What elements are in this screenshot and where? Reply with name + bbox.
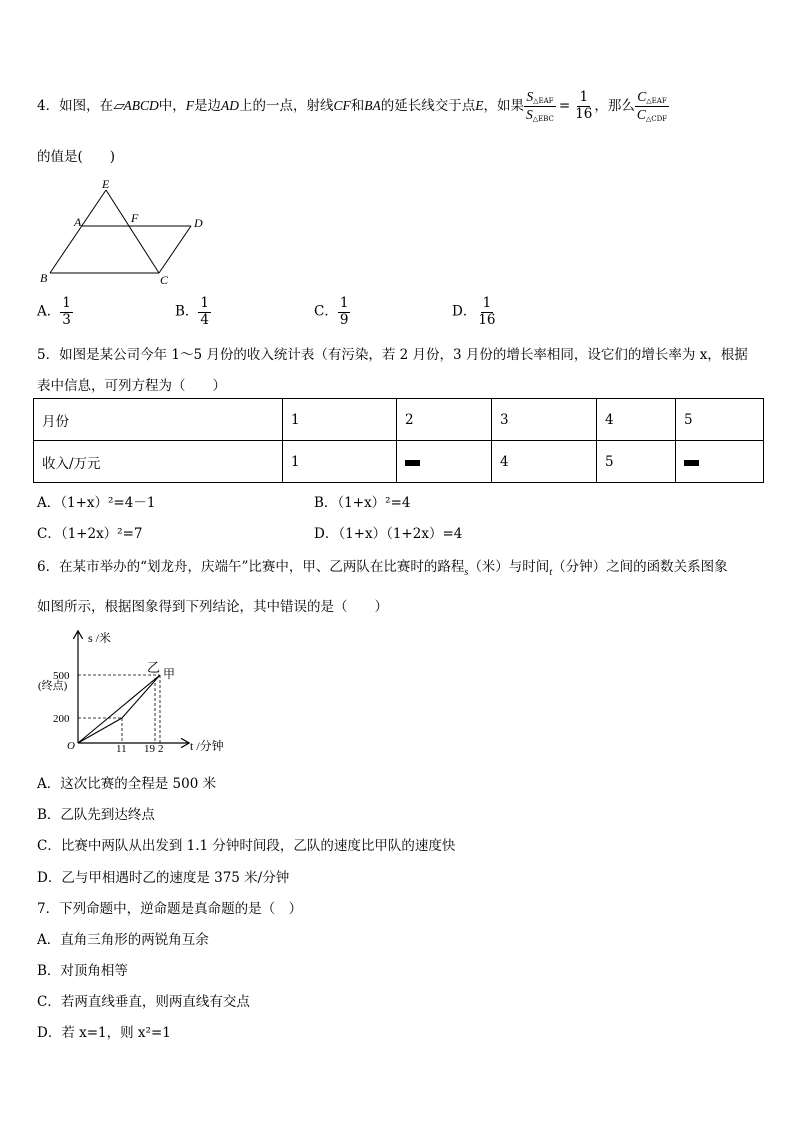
- segment-DC: [159, 226, 191, 273]
- perimeter-ratio-fraction: $\frac{C_{\triangle EAF}}{C_{\triangle CDF}}$: [636, 89, 668, 123]
- q5-stem-line1: 5．如图是某公司今年 1～5 月份的收入统计表（有污染，若 2 月份，3 月份的增长率相同，设它们的增长率为 x，根据: [37, 347, 748, 363]
- q4-option-a[interactable]: A． $\frac{1}{3}$: [37, 295, 71, 328]
- ink-smudge: [405, 460, 420, 466]
- label-jia: 甲: [163, 667, 176, 681]
- finish-note: (终点): [38, 680, 68, 692]
- q5-option-d[interactable]: D．（1+x）（1+2x）=4: [314, 526, 463, 542]
- ink-smudge: [684, 460, 699, 466]
- table-cell: 1: [283, 399, 397, 441]
- q5-option-c[interactable]: C．（1+2x）²=7: [37, 526, 143, 542]
- q4-parallelogram-figure: [36, 176, 216, 288]
- q5-option-b[interactable]: B．（1+x）²=4: [314, 495, 411, 511]
- tick-11: 11: [116, 743, 127, 755]
- q6-option-c[interactable]: C．比赛中两队从出发到 1.1 分钟时间段，乙队的速度比甲队的速度快: [37, 838, 456, 854]
- q5-stem-line2: 表中信息，可列方程为（ ）: [37, 378, 226, 394]
- q7-stem: 7．下列命题中，逆命题是真命题的是（ ）: [37, 901, 303, 917]
- table-cell: 3: [492, 399, 597, 441]
- q4-stem-line1: 4．如图，在▱ABCD中，F是边AD上的一点，射线CF和BA的延长线交于点E，如果 $\frac{S_{\triangle EAF}}{S_{\triangle EBC}}$ = $\frac{1}{16}$ ，那么 $\frac{C_{\triangle EAF}}{C_{\triangle CDF}}$: [37, 89, 668, 123]
- revenue-table: [33, 398, 764, 483]
- q6-stem-line1: 6．在某市举办的“划龙舟，庆端午”比赛中，甲、乙两队在比赛时的路程$_s$（米）与时间$_t$（分钟）之间的函数关系图象: [37, 559, 728, 578]
- q4-option-c[interactable]: C． $\frac{1}{9}$: [314, 295, 349, 328]
- table-cell: 1: [283, 441, 397, 483]
- q7-option-a[interactable]: A．直角三角形的两锐角互余: [37, 932, 209, 948]
- x-axis-label: t /分钟: [190, 739, 224, 753]
- table-cell: 4: [492, 441, 597, 483]
- table-cell-smudged: [397, 441, 492, 483]
- q6-option-d[interactable]: D．乙与甲相遇时乙的速度是 375 米/分钟: [37, 870, 290, 886]
- q4-option-b[interactable]: B． $\frac{1}{4}$: [175, 295, 210, 328]
- table-cell: 收入/万元: [34, 441, 283, 483]
- parallelogram-label: ▱ABCD: [113, 98, 159, 113]
- jia-line: [78, 675, 160, 743]
- label-yi: 乙: [147, 660, 161, 675]
- area-ratio-fraction: $\frac{S_{\triangle EAF}}{S_{\triangle EBC}}$: [526, 89, 554, 123]
- origin-label: O: [67, 740, 75, 752]
- q6-distance-time-graph: [34, 626, 234, 758]
- table-row: [34, 399, 764, 441]
- segment-EC: [106, 190, 159, 273]
- q7-option-c[interactable]: C．若两直线垂直，则两直线有交点: [37, 994, 250, 1010]
- yi-segment-1: [78, 718, 122, 743]
- table-cell-smudged: [676, 441, 764, 483]
- table-cell: 5: [597, 441, 676, 483]
- q6-option-a[interactable]: A．这次比赛的全程是 500 米: [37, 776, 217, 792]
- tick-19: 19: [144, 743, 155, 755]
- label-F: F: [131, 211, 139, 225]
- label-C: C: [160, 273, 169, 287]
- y-axis-label: s /米: [88, 631, 112, 645]
- label-B: B: [40, 271, 48, 285]
- tick-500: 500: [53, 670, 70, 682]
- label-E: E: [102, 177, 110, 191]
- q6-stem-line2: 如图所示，根据图象得到下列结论，其中错误的是（ ）: [37, 599, 388, 615]
- label-A: A: [74, 215, 82, 229]
- q5-option-a[interactable]: A．（1+x）²=4－1: [37, 495, 156, 511]
- q6-option-b[interactable]: B．乙队先到达终点: [37, 807, 155, 823]
- table-cell: 2: [397, 399, 492, 441]
- q4-stem-line2: 的值是( ): [37, 149, 116, 165]
- q7-option-d[interactable]: D．若 x=1，则 x²=1: [37, 1025, 171, 1041]
- ratio-value-fraction: $\frac{1}{16}$: [575, 89, 593, 122]
- table-cell: 4: [597, 399, 676, 441]
- tick-200: 200: [53, 713, 70, 725]
- tick-2: 2: [158, 743, 164, 755]
- table-row: [34, 441, 764, 483]
- yi-segment-2: [122, 675, 160, 718]
- segment-BE: [50, 190, 106, 273]
- table-cell: 5: [676, 399, 764, 441]
- q7-option-b[interactable]: B．对顶角相等: [37, 963, 128, 979]
- label-D: D: [194, 216, 203, 230]
- table-cell: 月份: [34, 399, 283, 441]
- q4-option-d[interactable]: D． $\frac{1}{16}$: [452, 295, 496, 328]
